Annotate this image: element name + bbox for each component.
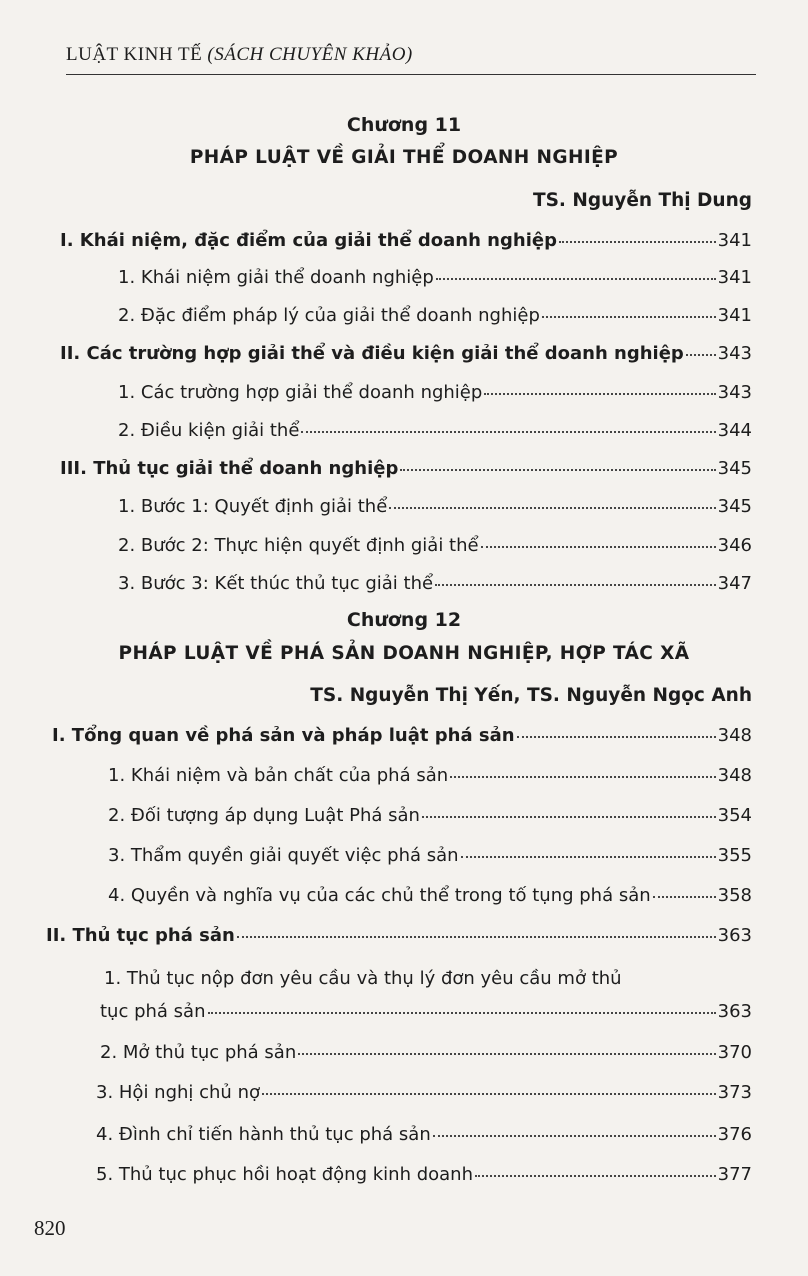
toc-entry-label: 2. Điều kiện giải thể <box>118 420 300 441</box>
toc-entry[interactable] <box>96 1124 752 1145</box>
toc-entry-label: 1. Khái niệm giải thể doanh nghiệp <box>118 267 434 288</box>
toc-entry-page: 354 <box>717 805 752 826</box>
toc-entry-label-line1: 1. Thủ tục nộp đơn yêu cầu và thụ lý đơn yêu cầu mở thủ <box>104 968 622 989</box>
toc-entry-label: 3. Thẩm quyền giải quyết việc phá sản <box>108 845 459 866</box>
toc-entry-page: 358 <box>717 885 752 906</box>
leader-dots <box>517 736 716 738</box>
toc-entry[interactable] <box>100 1001 752 1022</box>
leader-dots <box>301 431 715 433</box>
toc-entry-label: 2. Bước 2: Thực hiện quyết định giải thể <box>118 535 479 556</box>
toc-entry-page: 346 <box>717 535 752 556</box>
toc-entry-page: 363 <box>717 1001 752 1022</box>
toc-entry[interactable] <box>118 305 752 326</box>
toc-entry-page: 344 <box>717 420 752 441</box>
toc-entry-page: 370 <box>717 1042 752 1063</box>
toc-entry-label: 2. Đối tượng áp dụng Luật Phá sản <box>108 805 420 826</box>
toc-entry-page: 373 <box>717 1082 752 1103</box>
toc-entry[interactable] <box>96 1164 752 1185</box>
toc-entry-label: 4. Quyền và nghĩa vụ của các chủ thể trong tố tụng phá sản <box>108 885 651 906</box>
toc-entry[interactable] <box>118 267 752 288</box>
chapter-11-author: TS. Nguyễn Thị Dung <box>532 190 752 211</box>
toc-entry-label: 3. Hội nghị chủ nợ <box>96 1082 260 1103</box>
toc-entry-label: 1. Bước 1: Quyết định giải thể <box>118 496 388 517</box>
leader-dots <box>450 776 715 778</box>
toc-entry-label: 2. Đặc điểm pháp lý của giải thể doanh nghiệp <box>118 305 540 326</box>
leader-dots <box>484 393 715 395</box>
chapter-12-title: PHÁP LUẬT VỀ PHÁ SẢN DOANH NGHIỆP, HỢP TÁC XÃ <box>118 643 690 664</box>
book-subtitle: (SÁCH CHUYÊN KHẢO) <box>207 44 413 65</box>
leader-dots <box>435 584 716 586</box>
toc-entry[interactable] <box>60 458 752 479</box>
toc-entry[interactable] <box>60 343 752 364</box>
toc-entry-page: 355 <box>717 845 752 866</box>
toc-entry[interactable] <box>118 535 752 556</box>
header-rule <box>66 74 756 75</box>
leader-dots <box>208 1012 716 1014</box>
leader-dots <box>481 546 716 548</box>
toc-entry-label: II. Các trường hợp giải thể và điều kiện giải thể doanh nghiệp <box>60 343 684 364</box>
toc-entry[interactable] <box>108 805 752 826</box>
toc-entry[interactable] <box>46 925 752 946</box>
toc-entry[interactable] <box>118 573 752 594</box>
page-number: 820 <box>34 1216 66 1240</box>
toc-entry[interactable] <box>118 496 752 517</box>
toc-entry[interactable] <box>108 885 752 906</box>
toc-entry-page: 343 <box>717 382 752 403</box>
toc-entry[interactable] <box>100 1042 752 1063</box>
toc-entry-label: 2. Mở thủ tục phá sản <box>100 1042 297 1063</box>
leader-dots <box>653 896 716 898</box>
leader-dots <box>298 1053 715 1055</box>
toc-entry-page: 341 <box>717 305 752 326</box>
toc-entry-label: III. Thủ tục giải thể doanh nghiệp <box>60 458 399 479</box>
leader-dots <box>461 856 716 858</box>
toc-entry-page: 348 <box>717 725 752 746</box>
leader-dots <box>559 241 716 243</box>
leader-dots <box>422 816 716 818</box>
chapter-11-number: Chương 11 <box>346 114 462 136</box>
running-head <box>66 44 413 66</box>
toc-entry-page: 363 <box>717 925 752 946</box>
toc-entry-label: 3. Bước 3: Kết thúc thủ tục giải thể <box>118 573 434 594</box>
toc-entry-label: 5. Thủ tục phục hồi hoạt động kinh doanh <box>96 1164 473 1185</box>
toc-entry-label: II. Thủ tục phá sản <box>46 925 235 946</box>
chapter-11-title: PHÁP LUẬT VỀ GIẢI THỂ DOANH NGHIỆP <box>189 147 619 168</box>
leader-dots <box>433 1135 716 1137</box>
toc-entry[interactable] <box>118 420 752 441</box>
leader-dots <box>542 316 716 318</box>
toc-entry-page: 343 <box>717 343 752 364</box>
leader-dots <box>400 469 715 471</box>
toc-entry-label: 4. Đình chỉ tiến hành thủ tục phá sản <box>96 1124 431 1145</box>
toc-entry-label: I. Tổng quan về phá sản và pháp luật phá sản <box>52 725 515 746</box>
toc-entry-page: 377 <box>717 1164 752 1185</box>
toc-entry-label: 1. Khái niệm và bản chất của phá sản <box>108 765 449 786</box>
leader-dots <box>237 936 716 938</box>
toc-entry-page: 341 <box>717 230 752 251</box>
chapter-12-author: TS. Nguyễn Thị Yến, TS. Nguyễn Ngọc Anh <box>310 685 752 706</box>
toc-entry[interactable] <box>60 230 752 251</box>
toc-entry[interactable] <box>96 1082 752 1103</box>
leader-dots <box>436 278 716 280</box>
toc-entry[interactable] <box>52 725 752 746</box>
toc-entry-label: tục phá sản <box>100 1001 206 1022</box>
toc-entry-page: 376 <box>717 1124 752 1145</box>
toc-entry-page: 347 <box>717 573 752 594</box>
toc-entry-page: 341 <box>717 267 752 288</box>
leader-dots <box>389 507 715 509</box>
toc-entry[interactable] <box>118 382 752 403</box>
leader-dots <box>262 1093 716 1095</box>
book-title: LUẬT KINH TẾ <box>66 44 203 65</box>
toc-entry-page: 345 <box>717 458 752 479</box>
leader-dots <box>475 1175 716 1177</box>
toc-entry[interactable] <box>108 765 752 786</box>
toc-entry-label: 1. Các trường hợp giải thể doanh nghiệp <box>118 382 483 403</box>
toc-entry[interactable] <box>108 845 752 866</box>
toc-entry-label: I. Khái niệm, đặc điểm của giải thể doanh nghiệp <box>60 230 557 251</box>
leader-dots <box>686 354 716 356</box>
toc-entry-page: 348 <box>717 765 752 786</box>
chapter-12-number: Chương 12 <box>346 609 462 631</box>
toc-entry-page: 345 <box>717 496 752 517</box>
